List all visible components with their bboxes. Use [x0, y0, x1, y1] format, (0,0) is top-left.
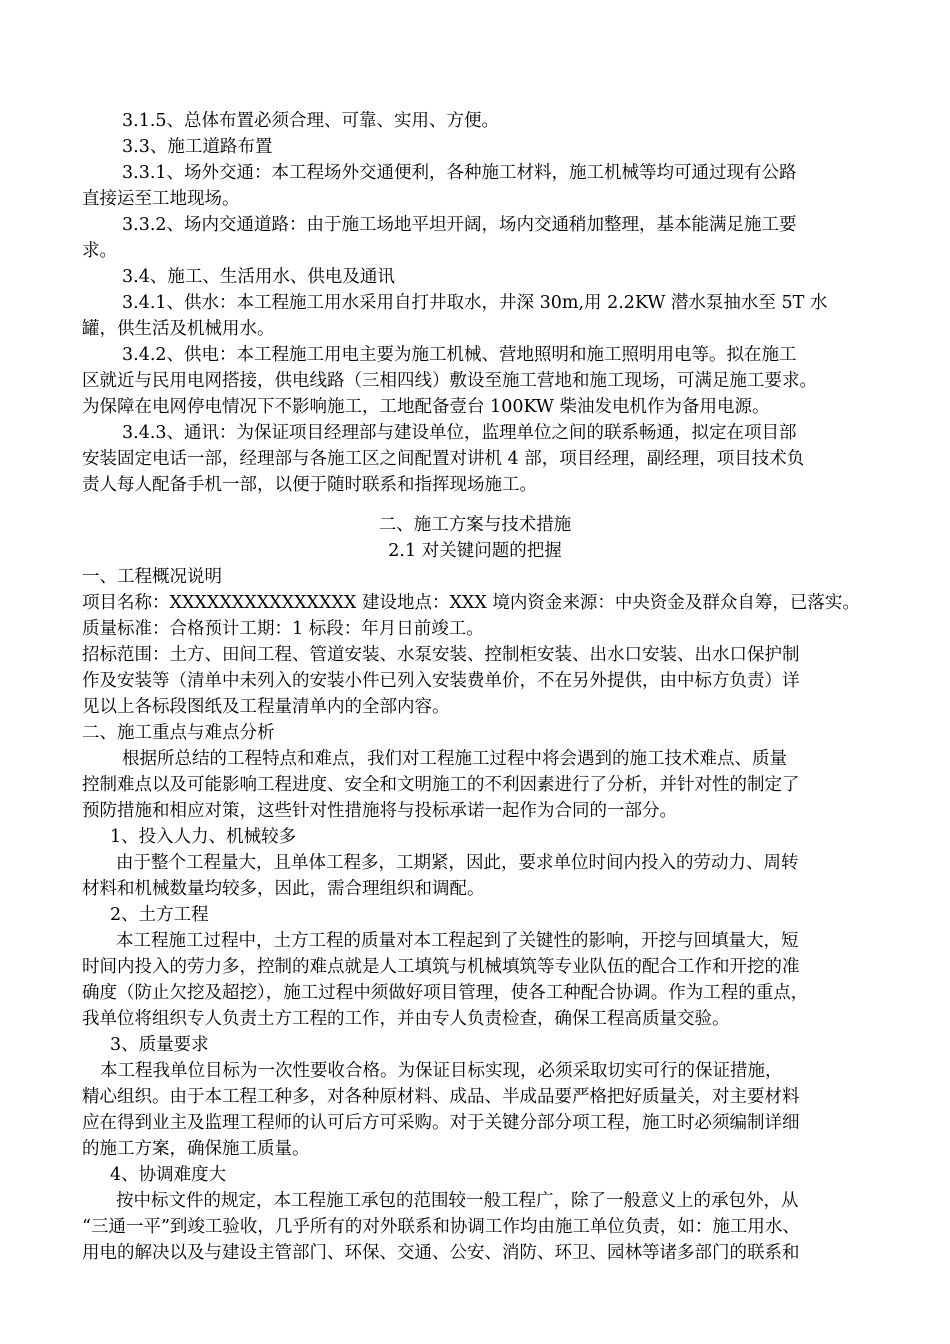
text-line: 控制难点以及可能影响工程进度、安全和文明施工的不利因素进行了分析，并针对性的制定了	[82, 775, 800, 795]
text-line: 用电的解决以及与建设主管部门、环保、交通、公安、消防、环卫、园林等诸多部门的联系和	[82, 1243, 800, 1263]
section-heading: 一、工程概况说明	[82, 567, 222, 587]
text-line: 作及安装等（清单中未列入的安装小件已列入安装费单价，不在另外提供，由中标方负责）详	[82, 671, 800, 691]
text-line: 按中标文件的规定，本工程施工承包的范围较一般工程广，除了一般意义上的承包外，从	[116, 1191, 799, 1211]
subsection-heading: 2、土方工程	[110, 905, 209, 925]
text-line: 责人每人配备手机一部，以便于随时联系和指挥现场施工。	[82, 475, 537, 495]
text-line: 精心组织。由于本工程工种多，对各种原材料、成品、半成品要严格把好质量关，对主要材料	[82, 1087, 800, 1107]
text-line: 3.4.2、供电：本工程施工用电主要为施工机械、营地照明和施工照明用电等。拟在施工	[122, 345, 797, 365]
text-line: 由于整个工程量大，且单体工程多，工期紧，因此，要求单位时间内投入的劳动力、周转	[116, 853, 799, 873]
text-line: 见以上各标段图纸及工程量清单内的全部内容。	[82, 697, 450, 717]
section-title: 2.1 对关键问题的把握	[388, 541, 562, 561]
section-heading: 二、施工重点与难点分析	[82, 723, 275, 743]
text-line: 本工程我单位目标为一次性要收合格。为保证目标实现，必须采取切实可行的保证措施，	[100, 1061, 783, 1081]
text-line: 3.1.5、总体布置必须合理、可靠、实用、方便。	[122, 111, 500, 131]
text-line: 安装固定电话一部，经理部与各施工区之间配置对讲机 4 部，项目经理，副经理，项目技术负	[82, 449, 805, 469]
chapter-title: 二、施工方案与技术措施	[378, 515, 572, 535]
subsection-heading: 4、协调难度大	[110, 1165, 227, 1185]
text-line: 确度（防止欠挖及超挖），施工过程中须做好项目管理，使各工种配合协调。作为工程的重点，	[82, 983, 809, 1003]
text-line: 根据所总结的工程特点和难点，我们对工程施工过程中将会遇到的施工技术难点、质量	[122, 749, 787, 769]
text-line: 时间内投入的劳力多，控制的难点就是人工填筑与机械填筑等专业队伍的配合工作和开挖的准	[82, 957, 800, 977]
text-line: 3.4.3、通讯：为保证项目经理部与建设单位，监理单位之间的联系畅通，拟定在项目部	[122, 423, 797, 443]
section-heading: 3.4、施工、生活用水、供电及通讯	[122, 267, 395, 287]
text-line: 本工程施工过程中，土方工程的质量对本工程起到了关键性的影响，开挖与回填量大，短	[116, 931, 799, 951]
text-line: 应在得到业主及监理工程师的认可后方可采购。对于关键分部分项工程，施工时必须编制详细	[82, 1113, 800, 1133]
text-line: 3.3.1、场外交通：本工程场外交通便利，各种施工材料，施工机械等均可通过现有公路	[122, 163, 797, 183]
text-line: “三通一平”到竣工验收，几乎所有的对外联系和协调工作均由施工单位负责，如：施工用水、	[82, 1217, 800, 1237]
section-heading: 3.3、施工道路布置	[122, 137, 273, 157]
text-line: 招标范围：土方、田间工程、管道安装、水泵安装、控制柜安装、出水口安装、出水口保护制	[82, 645, 800, 665]
subsection-heading: 3、质量要求	[110, 1035, 209, 1055]
text-line: 我单位将组织专人负责土方工程的工作，并由专人负责检查，确保工程高质量交验。	[82, 1009, 730, 1029]
text-line: 罐，供生活及机械用水。	[82, 319, 275, 339]
subsection-heading: 1、投入人力、机械较多	[110, 827, 297, 847]
text-line: 预防措施和相应对策，这些针对性措施将与投标承诺一起作为合同的一部分。	[82, 801, 677, 821]
text-line: 为保障在电网停电情况下不影响施工，工地配备壹台 100KW 柴油发电机作为备用电源。	[82, 397, 770, 417]
text-line: 区就近与民用电网搭接，供电线路（三相四线）敷设至施工营地和施工现场，可满足施工要求。	[82, 371, 817, 391]
text-line: 项目名称：XXXXXXXXXXXXXXX 建设地点：XXX 境内资金来源：中央资金及群众自筹，已落实。	[82, 593, 860, 613]
text-line: 材料和机械数量均较多，因此，需合理组织和调配。	[82, 879, 485, 899]
text-line: 3.4.1、供水：本工程施工用水采用自打井取水，井深 30m,用 2.2KW 潜水泵抽水至 5T 水	[122, 293, 828, 313]
text-line: 的施工方案，确保施工质量。	[82, 1139, 310, 1159]
text-line: 求。	[82, 241, 117, 261]
text-line: 直接运至工地现场。	[82, 189, 240, 209]
text-line: 3.3.2、场内交通道路：由于施工场地平坦开阔，场内交通稍加整理，基本能满足施工要	[122, 215, 797, 235]
text-line: 质量标准：合格预计工期：1 标段：年月日前竣工。	[82, 619, 484, 639]
